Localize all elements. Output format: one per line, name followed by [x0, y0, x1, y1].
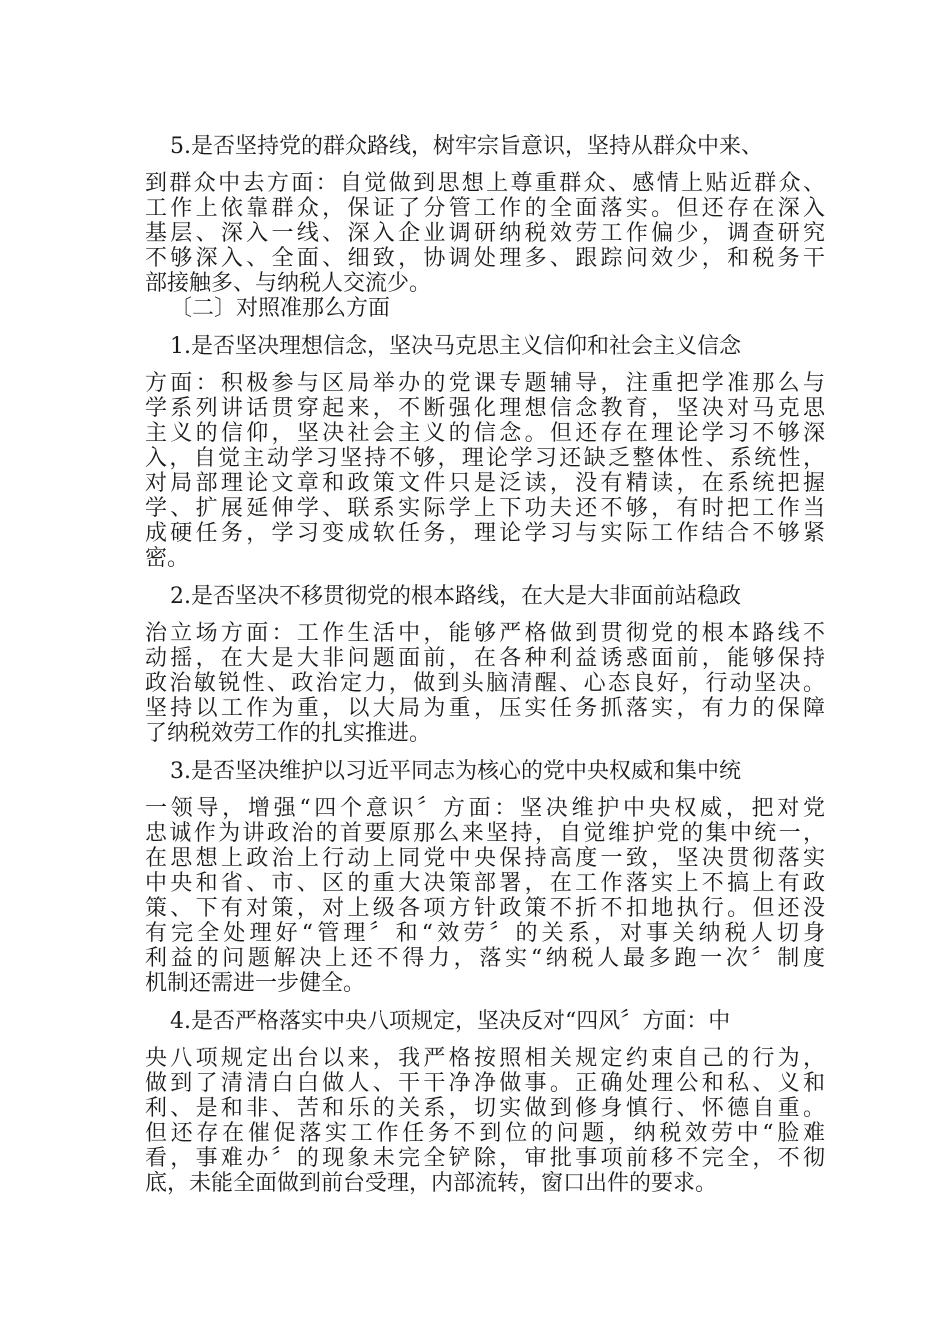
text-line: 但还存在催促落实工作任务不到位的问题，纳税效劳中“脸难 [145, 1121, 825, 1146]
text-line: 一领导，增强“四个意识〞方面：坚决维护中央权威，把对党 [145, 796, 825, 821]
text-line: 坚持以工作为重，以大局为重，压实任务抓落实，有力的保障 [145, 696, 825, 721]
text-line: 成硬任务，学习变成软任务，理论学习与实际工作结合不够紧 [145, 521, 825, 546]
text-line: 治立场方面：工作生活中，能够严格做到贯彻党的根本路线不 [145, 621, 825, 646]
text-line: 到群众中去方面：自觉做到思想上尊重群众、感情上贴近群众、 [145, 171, 825, 196]
text-line: 在思想上政治上行动上同党中央保持高度一致，坚决贯彻落实 [145, 846, 825, 871]
text-line: 部接触多、与纳税人交流少。 [145, 271, 432, 296]
item-heading: 1.是否坚决理想信念，坚决马克思主义信仰和社会主义信念 [170, 334, 741, 359]
item-heading: 4.是否严格落实中央八项规定，坚决反对“四风〞方面：中 [170, 1009, 731, 1034]
text-line: 利益的问题解决上还不得力，落实“纳税人最多跑一次〞制度 [145, 946, 825, 971]
text-line: 学系列讲话贯穿起来，不断强化理想信念教育，坚决对马克思 [145, 396, 825, 421]
document-page [145, 134, 825, 1209]
text-line: 基层、深入一线、深入企业调研纳税效劳工作偏少，调查研究 [145, 221, 825, 246]
paragraph-body [145, 796, 825, 996]
text-line: 央八项规定出台以来，我严格按照相关规定约束自己的行为， [145, 1046, 825, 1071]
text-line: 策、下有对策，对上级各项方针政策不折不扣地执行。但还没 [145, 896, 825, 921]
text-line: 入，自觉主动学习坚持不够，理论学习还缺乏整体性、系统性， [145, 446, 825, 471]
text-line: 机制还需进一步健全。 [145, 971, 366, 996]
paragraph-body [145, 171, 825, 296]
item-heading: 5.是否坚持党的群众路线，树牢宗旨意识，坚持从群众中来、 [170, 134, 763, 159]
item-heading: 3.是否坚决维护以习近平同志为核心的党中央权威和集中统 [170, 759, 741, 784]
text-line: 利、是和非、苦和乐的关系，切实做到修身慎行、怀德自重。 [145, 1096, 825, 1121]
text-line: 密。 [145, 546, 190, 571]
text-line: 方面：积极参与区局举办的党课专题辅导，注重把学准那么与 [145, 371, 825, 396]
text-line: 学、扩展延伸学、联系实际学上下功夫还不够，有时把工作当 [145, 496, 825, 521]
text-line: 做到了清清白白做人、干干净净做事。正确处理公和私、义和 [145, 1071, 825, 1096]
text-line: 不够深入、全面、细致，协调处理多、跟踪问效少，和税务干 [145, 246, 825, 271]
text-line: 看，事难办〞的现象未完全铲除，审批事项前移不完全，不彻 [145, 1146, 825, 1171]
paragraph-body [145, 1046, 825, 1196]
text-line: 政治敏锐性、政治定力，做到头脑清醒、心态良好，行动坚决。 [145, 671, 825, 696]
paragraph-body [145, 621, 825, 746]
text-line: 忠诚作为讲政治的首要原那么来坚持，自觉维护党的集中统一， [145, 821, 825, 846]
text-line: 动摇，在大是大非问题面前，在各种利益诱惑面前，能够保持 [145, 646, 825, 671]
text-line: 主义的信仰，坚决社会主义的信念。但还存在理论学习不够深 [145, 421, 825, 446]
text-line: 对局部理论文章和政策文件只是泛读，没有精读，在系统把握 [145, 471, 825, 496]
paragraph-body [145, 371, 825, 571]
text-line: 工作上依靠群众，保证了分管工作的全面落实。但还存在深入 [145, 196, 825, 221]
text-line: 中央和省、市、区的重大决策部署，在工作落实上不搞上有政 [145, 871, 825, 896]
text-line: 了纳税效劳工作的扎实推进。 [145, 721, 432, 746]
text-line: 底，未能全面做到前台受理，内部流转，窗口出件的要求。 [145, 1171, 718, 1196]
section-heading: 〔二〕对照准那么方面 [170, 296, 391, 321]
text-line: 有完全处理好“管理〞和“效劳〞的关系，对事关纳税人切身 [145, 921, 825, 946]
item-heading: 2.是否坚决不移贯彻党的根本路线，在大是大非面前站稳政 [170, 584, 741, 609]
